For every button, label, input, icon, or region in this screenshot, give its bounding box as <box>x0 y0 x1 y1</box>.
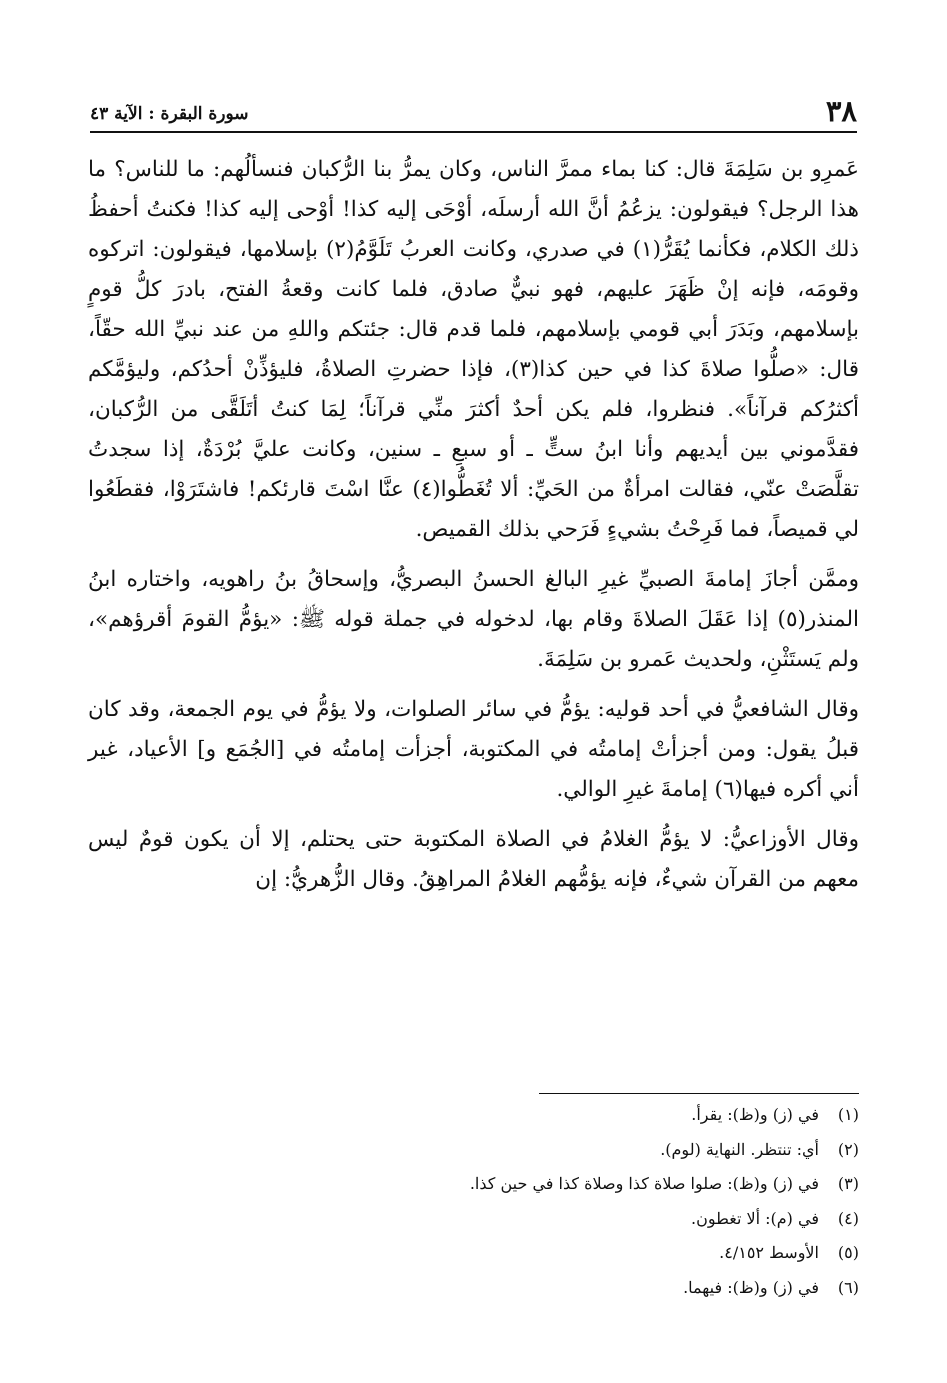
footnote-6 <box>88 1271 859 1306</box>
footnote-text: في (م): ألا تغطون. <box>691 1208 819 1228</box>
footnote-number: (٤) <box>837 1208 859 1228</box>
footnote-4 <box>88 1202 859 1237</box>
footnote-3 <box>88 1167 859 1202</box>
footnote-text: في (ز) و(ظ): صلوا صلاة كذا وصلاة كذا في حين كذا. <box>469 1174 819 1193</box>
paragraph-2: وممَّن أجازَ إمامةَ الصبيِّ غيرِ البالغ الحسنُ البصريُّ، وإسحاقُ بنُ راهويه، واختاره ابنُ المنذر(٥) إذا عَقَلَ الصلاةَ وقام بها، لدخوله في جملة قوله ﷺ: «يؤمُّ القومَ أقرؤهم»، ولم يَستَثْنِ، ولحديث عَمرو بن سَلِمَةَ. <box>88 567 859 672</box>
page-number: ٣٨ <box>825 94 857 128</box>
footnote-text: في (ز) و(ظ): يقرأ. <box>691 1105 819 1124</box>
page-header <box>90 88 857 128</box>
paragraph-1: عَمرِو بن سَلِمَةَ قال: كنا بماء ممرَّ الناس، وكان يمرُّ بنا الرُّكبان فنسألُهم: ما للناس؟ ما هذا الرجل؟ فيقولون: يزعُمُ أنَّ الله أرسلَه، أوْحَى إليه كذا! أوْحى إليه كذا! فكنتُ أحفظُ ذلك الكلام، فكأنما يُقَرُّ(١) في صدري، وكانت العربُ تَلَوَّمُ(٢) بإسلامها، فيقولون: اتركوه وقومَه، فإنه إنْ ظَهَرَ عليهم، فهو نبيٌّ صادق، فلما كانت وقعةُ الفتح، بادرَ كلُّ قومٍ بإسلامهم، وبَدَرَ أبي قومي بإسلامهم، فلما قدم قال: جئتكم واللهِ من عند نبيِّ الله حقّاً، قال: «صلُّوا صلاةَ كذا في حين كذا(٣)، فإذا حضرتِ الصلاةُ، فليؤذِّنْ أحدُكم، وليؤمَّكم أكثرُكم قرآناً». فنظروا، فلم يكن أحدٌ أكثرَ منِّي قرآناً؛ لِمَا كنتُ أتَلَقَّى من الرُّكبان، فقدَّموني بين أيديهم وأنا ابنُ ستٍّ ـ أو سبعِ ـ سنين، وكانت عليَّ بُرْدَةٌ، إذا سجدتُ تقلَّصَتْ عنّي، فقالت امرأةٌ من الحَيِّ: ألا تُغَطُّوا(٤) عنَّا اسْتَ قارئكم! فاشتَرَوْا، فقطَعُوا لي قميصاً، فما فَرِحْتُ بشيءٍ فَرَحي بذلك القميص. <box>88 157 859 542</box>
footnote-number: (٥) <box>837 1243 859 1262</box>
footnote-2 <box>88 1133 859 1168</box>
footnote-text: الأوسط ٤/١٥٢. <box>719 1243 819 1262</box>
footnote-number: (٢) <box>837 1139 859 1159</box>
main-text <box>88 150 859 910</box>
footnote-rule <box>539 1093 859 1094</box>
paragraph-3: وقال الشافعيُّ في أحد قوليه: يؤمُّ في سائر الصلوات، ولا يؤمُّ في يوم الجمعة، وقد كان قبلُ يقول: ومن أجزأتْ إمامتُه في المكتوبة، أجزأت إمامتُه في [الجُمَع و] الأعياد، غير أني أكره فيها(٦) إمامةَ غيرِ الوالي. <box>88 697 859 802</box>
footnote-5 <box>88 1236 859 1271</box>
footnote-text: في (ز) و(ظ): فيهما. <box>683 1277 819 1297</box>
footnotes <box>88 1098 859 1305</box>
running-head: سورة البقرة : الآية ٤٣ <box>90 104 249 124</box>
footnote-number: (٦) <box>837 1277 859 1297</box>
footnote-number: (٣) <box>837 1174 859 1193</box>
paragraph-4: وقال الأوزاعيُّ: لا يؤمُّ الغلامُ في الصلاة المكتوبة حتى يحتلم، إلا أن يكون قومٌ ليس معهم من القرآن شيءٌ، فإنه يؤمُّهم الغلامُ المراهِقُ. وقال الزُّهريُّ: إن <box>88 827 859 892</box>
footnote-1 <box>88 1098 859 1133</box>
header-rule <box>90 131 857 133</box>
footnote-number: (١) <box>837 1105 859 1124</box>
footnote-text: أي: تنتظر. النهاية (لوم). <box>660 1139 819 1159</box>
